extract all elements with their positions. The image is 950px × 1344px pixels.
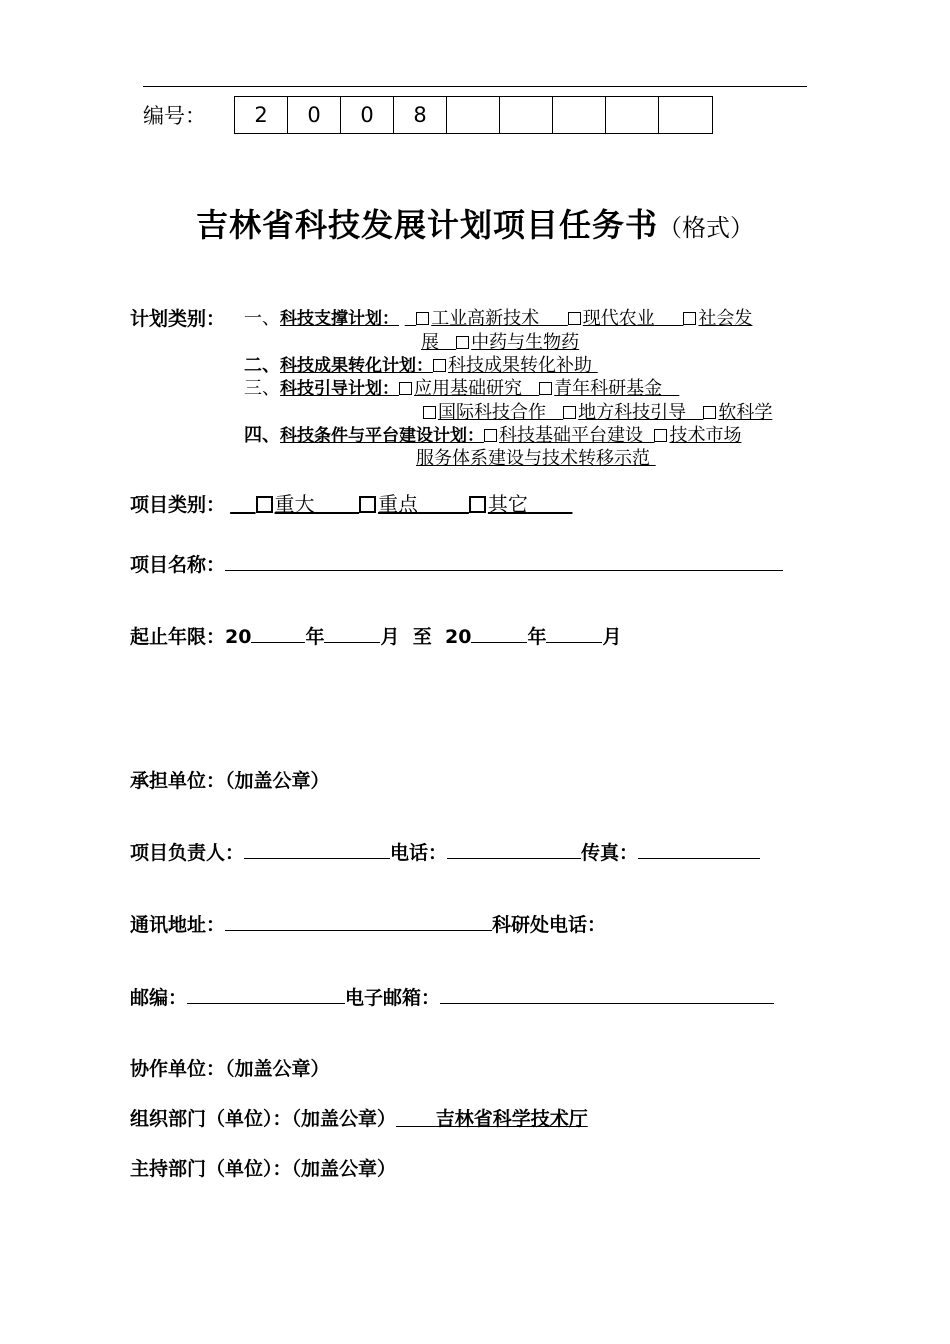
- option-label: 展: [421, 332, 439, 353]
- month-label: 月: [380, 626, 400, 648]
- checkbox-icon[interactable]: [703, 406, 716, 419]
- postal-label: 邮编：: [130, 987, 188, 1009]
- option-label: 应用基础研究: [414, 378, 522, 399]
- phone-label: 电话：: [390, 842, 448, 864]
- checkbox-icon[interactable]: [568, 312, 581, 325]
- end-year-field[interactable]: [471, 622, 527, 643]
- checkbox-icon[interactable]: [683, 312, 696, 325]
- project-name-field[interactable]: [225, 550, 783, 571]
- number-label: 编号：: [143, 104, 206, 128]
- postal-field[interactable]: [187, 983, 345, 1004]
- checkbox-icon[interactable]: [423, 406, 436, 419]
- plan-category-label: 计划类别：: [130, 308, 226, 330]
- project-type-label: 项目类别：: [130, 494, 226, 516]
- option-label: 技术市场: [669, 425, 742, 446]
- phone-field[interactable]: [447, 838, 581, 859]
- plan-prefix: 三、: [244, 378, 280, 399]
- fax-label: 传真：: [581, 842, 639, 864]
- checkbox-icon[interactable]: [399, 382, 412, 395]
- option-label: 软科学: [718, 402, 773, 423]
- end-month-field[interactable]: [546, 622, 602, 643]
- number-cell[interactable]: 2: [235, 97, 288, 133]
- plan-line-3: [244, 374, 679, 400]
- number-cell[interactable]: [606, 97, 659, 133]
- project-name-row: [130, 550, 783, 577]
- checkbox-icon[interactable]: [456, 336, 469, 349]
- plan-name: 科技引导计划：: [280, 379, 399, 399]
- organizer-value: 吉林省科学技术厅: [435, 1108, 588, 1130]
- number-cell[interactable]: [553, 97, 606, 133]
- leader-field[interactable]: [244, 838, 390, 859]
- undertaker-label: 承担单位：（加盖公章）: [130, 770, 330, 792]
- option-label: 地方科技引导: [578, 402, 687, 423]
- option-label: 现代农业: [582, 308, 655, 329]
- address-row: [130, 910, 606, 937]
- plan-name: 科技成果转化计划：: [280, 356, 433, 376]
- address-field[interactable]: [225, 910, 492, 931]
- checkbox-icon[interactable]: [433, 359, 446, 372]
- checkbox-icon[interactable]: [484, 429, 497, 442]
- year-label: 年: [305, 626, 325, 648]
- checkbox-icon[interactable]: [416, 312, 429, 325]
- office-phone-label: 科研处电话：: [492, 914, 607, 936]
- to-label: 至: [412, 626, 432, 648]
- number-cell[interactable]: 0: [341, 97, 394, 133]
- leader-label: 项目负责人：: [130, 842, 245, 864]
- plan-prefix: 二、: [244, 355, 280, 376]
- option-label: 国际科技合作: [438, 402, 546, 423]
- year-prefix: 20: [225, 626, 252, 648]
- organizer-label: 组织部门（单位）：（加盖公章）: [130, 1108, 397, 1130]
- number-cell[interactable]: [500, 97, 553, 133]
- checkbox-icon[interactable]: [539, 382, 552, 395]
- month-label: 月: [602, 626, 622, 648]
- host-label: 主持部门（单位）：（加盖公章）: [130, 1158, 397, 1180]
- checkbox-icon[interactable]: [359, 496, 376, 513]
- number-cell[interactable]: [659, 97, 712, 133]
- option-label: 科技基础平台建设: [499, 425, 643, 446]
- title-sub: （格式）: [658, 214, 754, 242]
- option-label: 社会发: [698, 308, 753, 329]
- period-label: 起止年限：: [130, 626, 226, 648]
- email-label: 电子邮箱：: [345, 987, 441, 1009]
- top-rule: [143, 86, 807, 87]
- address-label: 通讯地址：: [130, 914, 226, 936]
- option-label: 青年科研基金: [554, 378, 663, 399]
- postal-row: [130, 983, 774, 1010]
- option-label: 工业高新技术: [431, 308, 540, 329]
- title-main: 吉林省科技发展计划项目任务书: [195, 206, 658, 244]
- number-boxes: [234, 96, 713, 134]
- plan-name: 科技条件与平台建设计划：: [280, 426, 484, 446]
- fax-field[interactable]: [638, 838, 760, 859]
- email-field[interactable]: [440, 983, 774, 1004]
- option-label: 重点: [378, 492, 419, 516]
- year-prefix: 20: [444, 626, 472, 648]
- leader-row: [130, 838, 760, 865]
- checkbox-icon[interactable]: [469, 496, 486, 513]
- project-type-row: [130, 488, 572, 517]
- number-cell[interactable]: 0: [288, 97, 341, 133]
- document-title: [0, 200, 950, 246]
- option-label: 中药与生物药: [471, 332, 580, 353]
- option-label: 其它: [487, 492, 528, 516]
- plan-prefix: 一、: [244, 308, 280, 329]
- start-month-field[interactable]: [324, 622, 380, 643]
- checkbox-icon[interactable]: [654, 429, 667, 442]
- option-label: 重大: [274, 492, 315, 516]
- number-cell[interactable]: 8: [394, 97, 447, 133]
- project-name-label: 项目名称：: [130, 554, 226, 576]
- year-label: 年: [527, 626, 547, 648]
- start-year-field[interactable]: [251, 622, 305, 643]
- checkbox-icon[interactable]: [563, 406, 576, 419]
- plan-name: 科技支撑计划：: [280, 309, 399, 329]
- period-row: [130, 622, 621, 649]
- number-cell[interactable]: [447, 97, 500, 133]
- option-label: 科技成果转化补助: [448, 355, 592, 376]
- checkbox-icon[interactable]: [256, 496, 273, 513]
- plan-line-4b: [416, 444, 656, 470]
- plan-line-1: [244, 304, 752, 330]
- cooperator-label: 协作单位：（加盖公章）: [130, 1058, 330, 1080]
- option-label: 服务体系建设与技术转移示范: [416, 448, 650, 469]
- organizer-row: [130, 1104, 588, 1131]
- plan-prefix: 四、: [244, 425, 280, 446]
